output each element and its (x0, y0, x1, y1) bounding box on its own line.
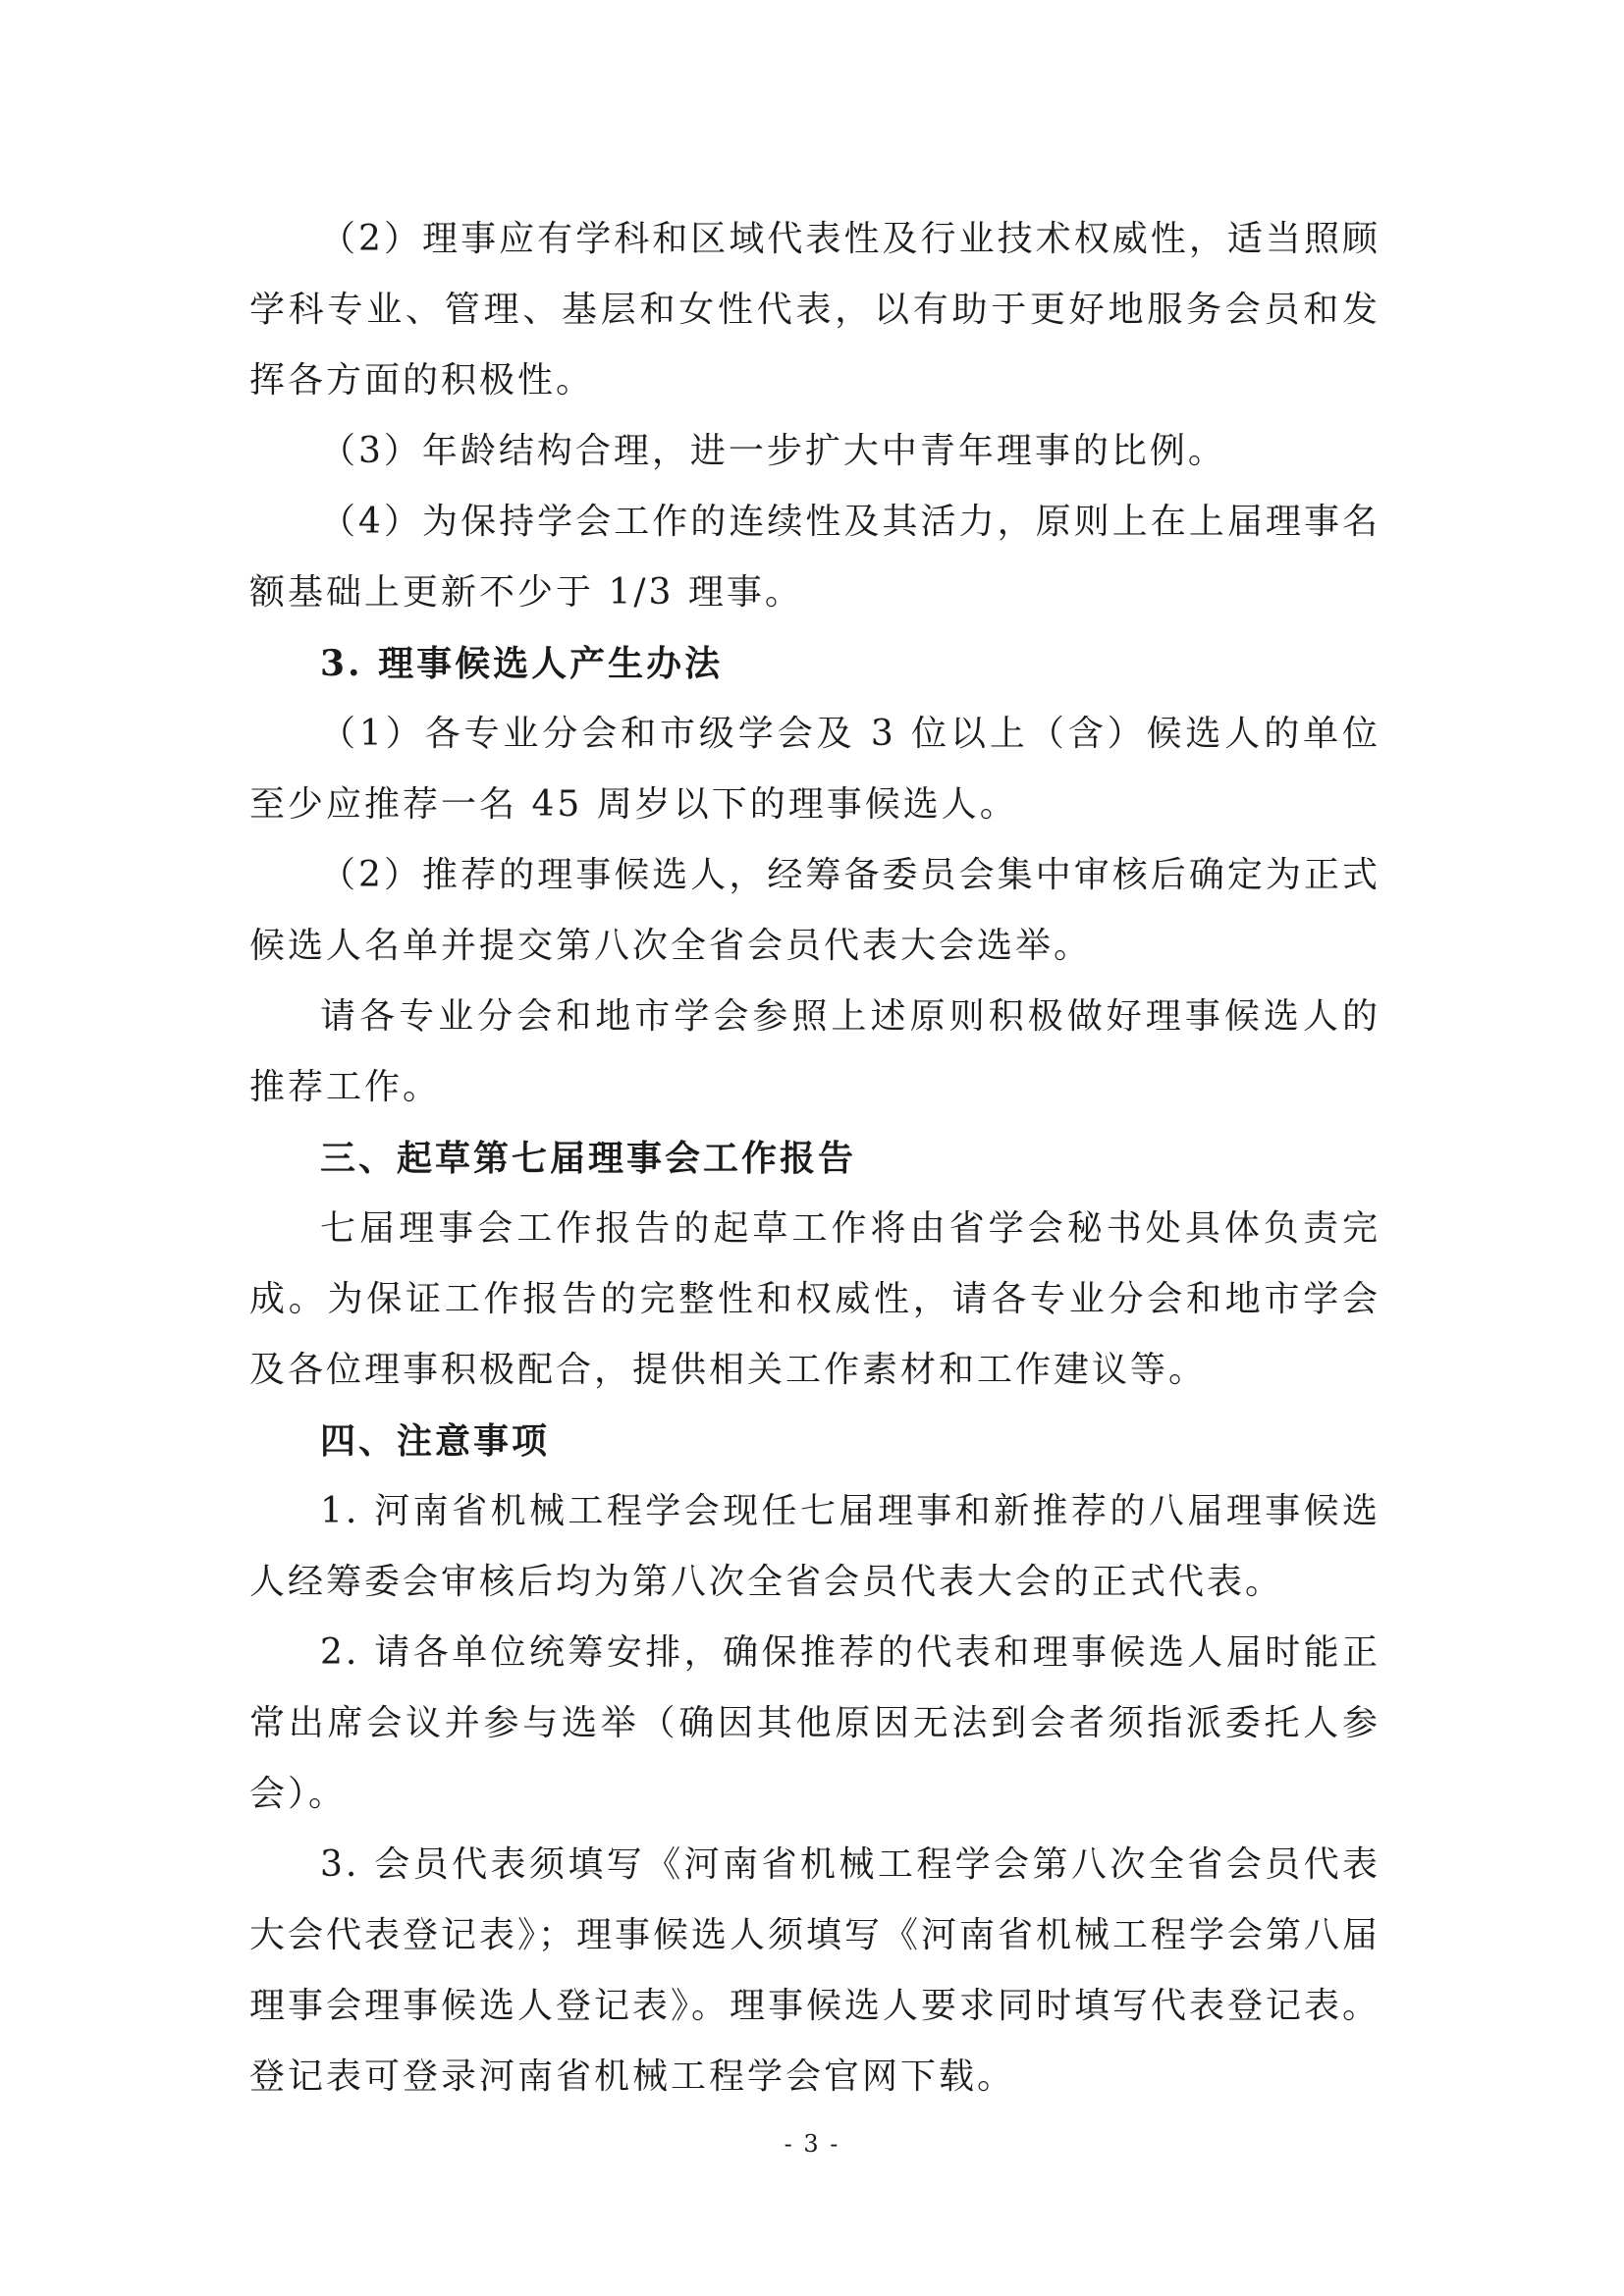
paragraph-directors-representativeness: （2）理事应有学科和区域代表性及行业技术权威性，适当照顾学科专业、管理、基层和女性代表，以有助于更好地服务会员和发挥各方面的积极性。 (249, 219, 1380, 400)
paragraph-note-attendance: 2. 请各单位统筹安排，确保推荐的代表和理事候选人届时能正常出席会议并参与选举（确因其他原因无法到会者须指派委托人参会）。 (249, 1632, 1380, 1814)
paragraph-note-registration-forms: 3. 会员代表须填写《河南省机械工程学会第八次全省会员代表大会代表登记表》；理事候选人须填写《河南省机械工程学会第八届理事会理事候选人登记表》。理事候选人要求同时填写代表登记表。登记表可登录河南省机械工程学会官网下载。 (249, 1844, 1381, 2097)
heading-draft-work-report: 三、起草第七届理事会工作报告 (320, 1138, 857, 1179)
paragraph-work-report-drafting: 七届理事会工作报告的起草工作将由省学会秘书处具体负责完成。为保证工作报告的完整性和权威性，请各专业分会和地市学会及各位理事积极配合，提供相关工作素材和工作建议等。 (249, 1208, 1380, 1390)
paragraph-review-and-election: （2）推荐的理事候选人，经筹备委员会集中审核后确定为正式候选人名单并提交第八次全省会员代表大会选举。 (249, 855, 1380, 966)
page-number: - 3 - (784, 2130, 840, 2158)
heading-candidate-selection: 3. 理事候选人产生办法 (320, 643, 724, 684)
paragraph-recommend-young-candidate: （1）各专业分会和市级学会及 3 位以上（含）候选人的单位至少应推荐一名 45 周岁以下的理事候选人。 (249, 714, 1380, 825)
paragraph-renewal-ratio: （4）为保持学会工作的连续性及其活力，原则上在上届理事名额基础上更新不少于 1/3 理事。 (249, 502, 1380, 613)
document-body (249, 204, 1380, 2112)
paragraph-recommendation-request: 请各专业分会和地市学会参照上述原则积极做好理事候选人的推荐工作。 (249, 996, 1380, 1107)
heading-notes: 四、注意事项 (320, 1420, 551, 1462)
paragraph-age-structure: （3）年龄结构合理，进一步扩大中青年理事的比例。 (320, 431, 1226, 471)
paragraph-note-official-delegates: 1. 河南省机械工程学会现任七届理事和新推荐的八届理事候选人经筹委会审核后均为第八次全省会员代表大会的正式代表。 (249, 1491, 1380, 1602)
